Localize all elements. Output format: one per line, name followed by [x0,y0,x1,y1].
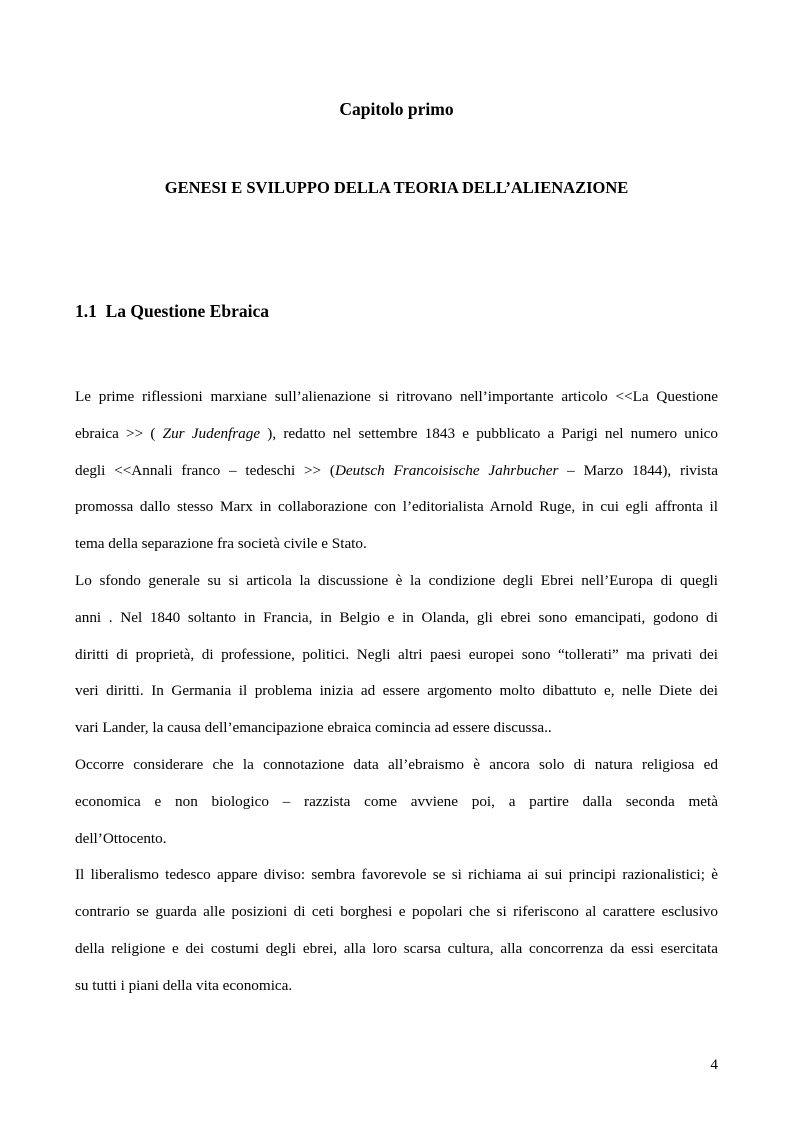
italic-title: Zur Judenfrage [162,424,261,442]
text-line: promossa dallo stesso Marx in collaborazione con l’editorialista Arnold Ruge, in cui egli affronta il [75,498,718,516]
text-line: Il liberalismo tedesco appare diviso: sembra favorevole se si richiama ai sui principi razionalistici; è [75,866,718,884]
section-number: 1.1 [75,301,97,321]
text-line: Lo sfondo generale su si articola la discussione è la condizione degli Ebrei nell’Europa di quegli [75,571,718,589]
text-line: veri diritti. In Germania il problema inizia ad essere argomento molto dibattuto e, nelle Diete dei [75,682,718,700]
text-span: ), redatto nel settembre 1843 e pubblicato a Parigi nel numero unico [260,424,718,442]
text-line: vari Lander, la causa dell’emancipazione ebraica comincia ad essere discussa.. [75,719,552,737]
text-span: degli <<Annali franco – tedeschi >> ( [75,461,335,479]
section-heading [75,298,269,324]
section-title: La Questione Ebraica [105,301,269,321]
chapter-label: Capitolo primo [339,99,454,119]
body-text [75,379,718,1005]
text-line: contrario se guarda alle posizioni di ceti borghesi e popolari che si riferiscono al carattere esclusivo [75,903,718,921]
text-line: diritti di proprietà, di professione, politici. Negli altri paesi europei sono “tollerati” ma privati dei [75,645,718,663]
chapter-title: GENESI E SVILUPPO DELLA TEORIA DELL’ALIENAZIONE [164,178,629,197]
text-line: Occorre considerare che la connotazione data all’ebraismo è ancora solo di natura religiosa ed [75,755,718,773]
text-line: tema della separazione fra società civile e Stato. [75,535,367,553]
italic-title: Deutsch Francoisische Jahrbucher [334,461,559,479]
text-line [75,416,718,453]
text-line: su tutti i piani della vita economica. [75,976,293,994]
text-span: ebraica >> ( [75,424,163,442]
text-line: anni . Nel 1840 soltanto in Francia, in Belgio e in Olanda, gli ebrei sono emancipati, godono di [75,608,718,626]
page-number: 4 [710,1056,718,1073]
text-line: della religione e dei costumi degli ebrei, alla loro scarsa cultura, alla concorrenza da essi esercitata [75,939,718,957]
text-line [75,453,718,490]
text-line: economica e non biologico – razzista come avviene poi, a partire dalla seconda metà [75,792,718,810]
text-line: dell’Ottocento. [75,829,167,847]
text-span: – Marzo 1844), rivista [558,461,718,479]
text-line: Le prime riflessioni marxiane sull’alienazione si ritrovano nell’importante articolo <<La Questione [75,388,718,405]
